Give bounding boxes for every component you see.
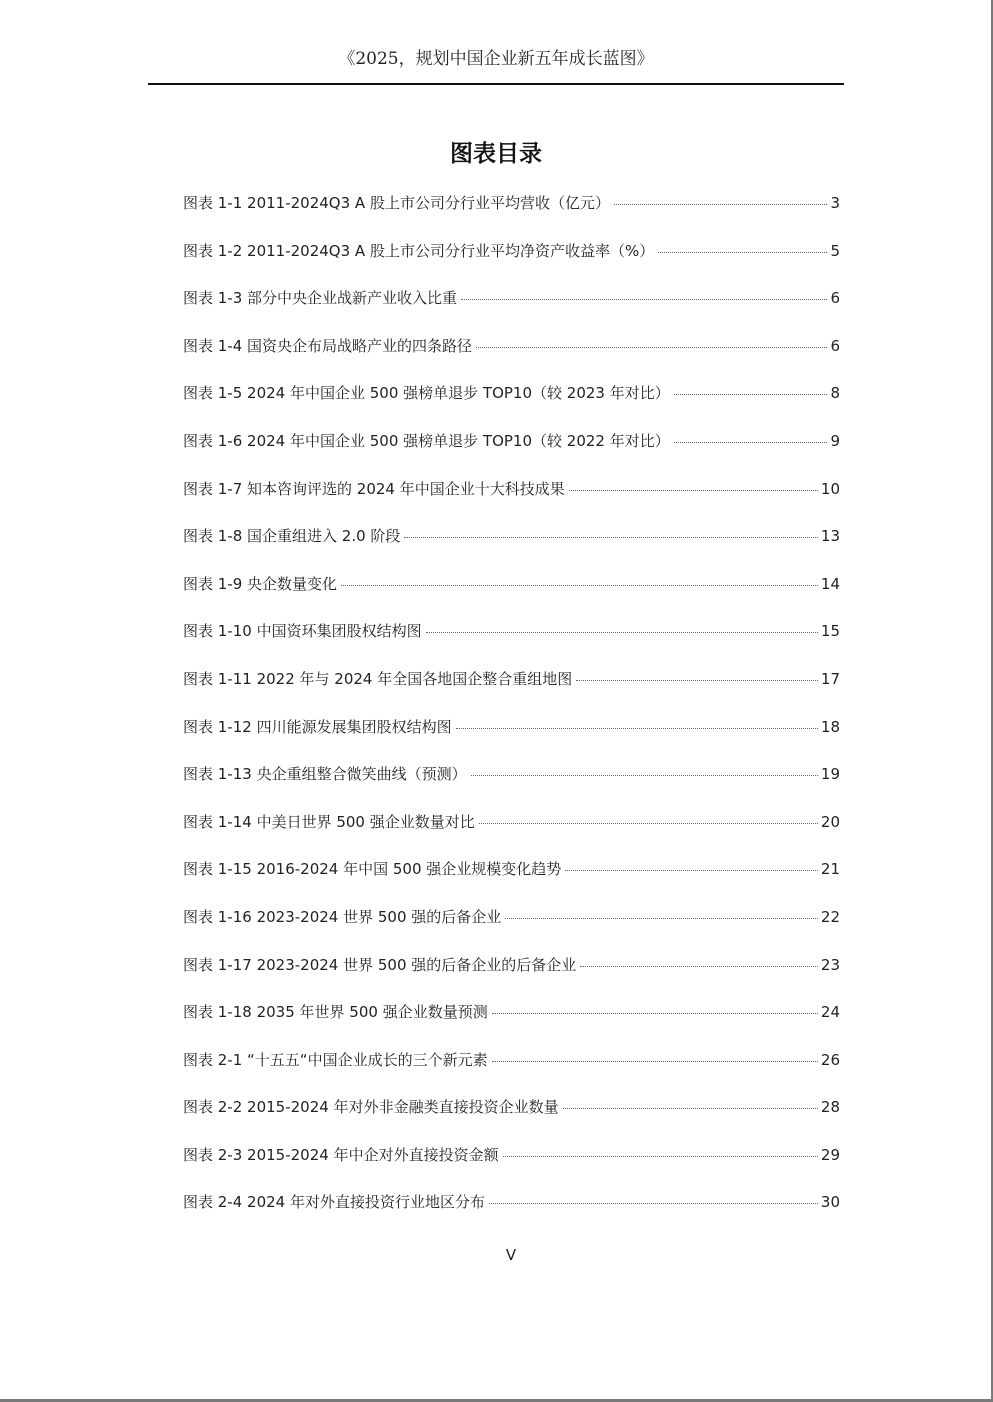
toc-entry-page-number[interactable]: 18 xyxy=(820,717,840,736)
toc-entry[interactable] xyxy=(183,1096,840,1144)
toc-entry[interactable] xyxy=(183,382,840,430)
toc-dot-leader xyxy=(658,252,827,253)
toc-dot-leader xyxy=(563,1108,818,1109)
toc-entry-page-number[interactable]: 21 xyxy=(820,860,840,879)
toc-entry[interactable] xyxy=(183,954,840,1002)
toc-entry-label[interactable]: 图表 2-1 “十五五“中国企业成长的三个新元素 xyxy=(183,1050,488,1069)
toc-entry-page-number[interactable]: 6 xyxy=(830,289,840,308)
toc-entry-page-number[interactable]: 23 xyxy=(820,955,840,974)
toc-entry[interactable] xyxy=(183,906,840,954)
toc-entry-label[interactable]: 图表 1-14 中美日世界 500 强企业数量对比 xyxy=(183,812,475,831)
toc-entry-label[interactable]: 图表 2-4 2024 年对外直接投资行业地区分布 xyxy=(183,1193,485,1212)
toc-dot-leader xyxy=(456,728,818,729)
toc-entry-label[interactable]: 图表 1-17 2023-2024 世界 500 强的后备企业的后备企业 xyxy=(183,955,577,974)
toc-entry[interactable] xyxy=(183,1191,840,1239)
toc-entry[interactable] xyxy=(183,1049,840,1097)
toc-entry-label[interactable]: 图表 1-13 央企重组整合微笑曲线（预测） xyxy=(183,765,467,784)
toc-entry-page-number[interactable]: 6 xyxy=(830,336,840,355)
toc-list xyxy=(183,192,840,1239)
toc-dot-leader xyxy=(505,918,818,919)
toc-dot-leader xyxy=(476,347,827,348)
toc-dot-leader xyxy=(503,1156,818,1157)
toc-dot-leader xyxy=(479,823,818,824)
toc-entry-page-number[interactable]: 13 xyxy=(820,527,840,546)
toc-entry-page-number[interactable]: 22 xyxy=(820,907,840,926)
toc-entry-label[interactable]: 图表 1-10 中国资环集团股权结构图 xyxy=(183,622,422,641)
running-header: 《2025，规划中国企业新五年成长蓝图》 xyxy=(338,49,654,69)
toc-entry[interactable] xyxy=(183,1001,840,1049)
toc-entry-label[interactable]: 图表 1-9 央企数量变化 xyxy=(183,574,338,593)
toc-entry[interactable] xyxy=(183,668,840,716)
toc-dot-leader xyxy=(404,537,817,538)
toc-entry-page-number[interactable]: 17 xyxy=(820,669,840,688)
toc-dot-leader xyxy=(426,632,818,633)
toc-entry[interactable] xyxy=(183,192,840,240)
toc-entry-label[interactable]: 图表 1-15 2016-2024 年中国 500 强企业规模变化趋势 xyxy=(183,860,562,879)
toc-entry-label[interactable]: 图表 1-12 四川能源发展集团股权结构图 xyxy=(183,717,452,736)
toc-entry-label[interactable]: 图表 1-11 2022 年与 2024 年全国各地国企整合重组地图 xyxy=(183,669,573,688)
toc-dot-leader xyxy=(471,775,818,776)
toc-entry-label[interactable]: 图表 1-1 2011-2024Q3 A 股上市公司分行业平均营收（亿元） xyxy=(183,194,610,212)
toc-dot-leader xyxy=(565,870,818,871)
toc-title: 图表目录 xyxy=(450,141,542,167)
toc-entry-page-number[interactable]: 19 xyxy=(820,765,840,784)
toc-entry-page-number[interactable]: 14 xyxy=(820,574,840,593)
toc-entry[interactable] xyxy=(183,335,840,383)
toc-entry[interactable] xyxy=(183,240,840,288)
toc-entry-page-number[interactable]: 29 xyxy=(820,1145,840,1164)
toc-entry-page-number[interactable]: 8 xyxy=(830,384,840,403)
toc-entry-page-number[interactable]: 10 xyxy=(820,479,840,498)
toc-entry-label[interactable]: 图表 1-7 知本咨询评选的 2024 年中国企业十大科技成果 xyxy=(183,479,565,498)
toc-dot-leader xyxy=(674,442,828,443)
toc-dot-leader xyxy=(492,1013,818,1014)
toc-dot-leader xyxy=(569,490,818,491)
toc-entry[interactable] xyxy=(183,716,840,764)
toc-dot-leader xyxy=(461,299,827,300)
toc-entry-page-number[interactable]: 5 xyxy=(830,241,840,260)
toc-entry[interactable] xyxy=(183,287,840,335)
toc-entry[interactable] xyxy=(183,430,840,478)
toc-entry-label[interactable]: 图表 1-6 2024 年中国企业 500 强榜单退步 TOP10（较 2022 年对比） xyxy=(183,431,670,450)
toc-entry-label[interactable]: 图表 1-18 2035 年世界 500 强企业数量预测 xyxy=(183,1003,488,1022)
toc-entry-label[interactable]: 图表 1-2 2011-2024Q3 A 股上市公司分行业平均净资产收益率（%） xyxy=(183,241,655,260)
toc-entry-label[interactable]: 图表 1-3 部分中央企业战新产业收入比重 xyxy=(183,289,458,308)
toc-entry-page-number[interactable]: 9 xyxy=(830,431,840,450)
toc-entry[interactable] xyxy=(183,620,840,668)
toc-dot-leader xyxy=(489,1203,818,1204)
toc-entry[interactable] xyxy=(183,811,840,859)
toc-entry-page-number[interactable]: 28 xyxy=(820,1098,840,1117)
toc-dot-leader xyxy=(614,204,828,205)
toc-entry-label[interactable]: 图表 1-5 2024 年中国企业 500 强榜单退步 TOP10（较 2023 年对比） xyxy=(183,384,670,403)
toc-entry-label[interactable]: 图表 1-4 国资央企布局战略产业的四条路径 xyxy=(183,336,473,355)
toc-entry[interactable] xyxy=(183,573,840,621)
toc-entry-label[interactable]: 图表 1-16 2023-2024 世界 500 强的后备企业 xyxy=(183,907,502,926)
toc-dot-leader xyxy=(580,966,818,967)
toc-entry[interactable] xyxy=(183,1144,840,1192)
toc-entry[interactable] xyxy=(183,478,840,526)
toc-dot-leader xyxy=(674,394,828,395)
toc-entry-label[interactable]: 图表 2-3 2015-2024 年中企对外直接投资金额 xyxy=(183,1145,499,1164)
toc-dot-leader xyxy=(492,1061,818,1062)
page-number: V xyxy=(505,1246,517,1264)
toc-entry[interactable] xyxy=(183,858,840,906)
toc-entry-page-number[interactable]: 15 xyxy=(820,622,840,641)
header-rule xyxy=(148,83,844,85)
toc-entry-label[interactable]: 图表 2-2 2015-2024 年对外非金融类直接投资企业数量 xyxy=(183,1098,559,1117)
toc-entry[interactable] xyxy=(183,763,840,811)
toc-entry-page-number[interactable]: 30 xyxy=(820,1193,840,1212)
toc-entry-label[interactable]: 图表 1-8 国企重组进入 2.0 阶段 xyxy=(183,527,401,546)
toc-entry-page-number[interactable]: 20 xyxy=(820,812,840,831)
toc-entry[interactable] xyxy=(183,525,840,573)
toc-entry-page-number[interactable]: 26 xyxy=(820,1050,840,1069)
toc-entry-page-number[interactable]: 24 xyxy=(820,1003,840,1022)
toc-entry-page-number[interactable]: 3 xyxy=(830,194,840,212)
toc-dot-leader xyxy=(341,585,818,586)
toc-dot-leader xyxy=(576,680,818,681)
